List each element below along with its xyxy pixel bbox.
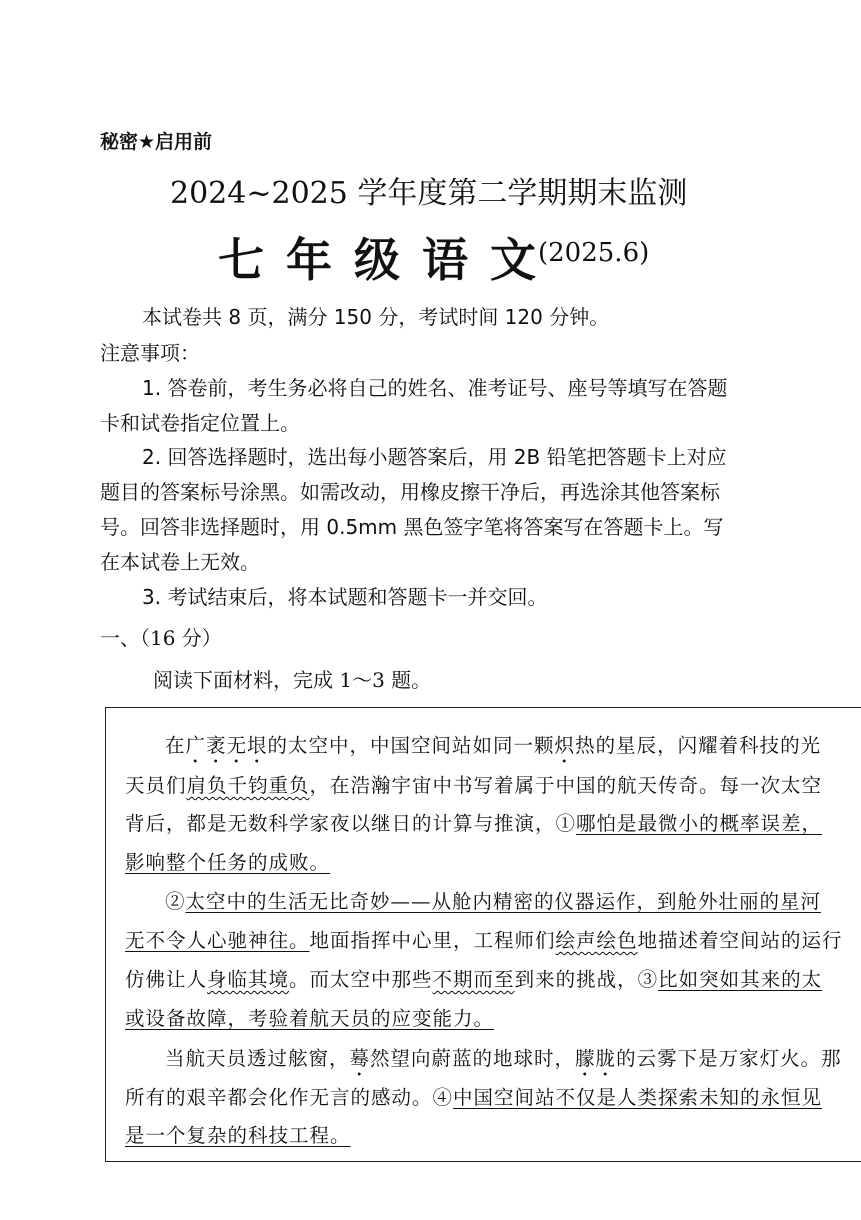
wavy-underlined-phrase: 身临其境 bbox=[207, 968, 290, 991]
notice-3: 3. 考试结束后，将本试题和答题卡一并交回。 bbox=[142, 585, 548, 609]
underlined-sentence-4: 中国空间站不仅是人类探索未知的永恒见 bbox=[453, 1086, 823, 1109]
passage-line: 当航天员透过舷窗，蓦然望向蔚蓝的地球时，朦胧的云雾下是万家灯火。那 bbox=[165, 1047, 842, 1070]
notice-heading: 注意事项： bbox=[100, 341, 200, 365]
exam-summary: 本试卷共 8 页，满分 150 分，考试时间 120 分钟。 bbox=[142, 305, 610, 329]
dotted-word: 炽 bbox=[554, 734, 576, 757]
underlined-sentence-1: 哪怕是最微小的概率误差， bbox=[576, 812, 823, 835]
passage-line bbox=[125, 1003, 494, 1031]
confidential-mark: 秘密★启用前 bbox=[100, 131, 213, 153]
notice-1-line-1: 1. 答卷前，考生务必将自己的姓名、准考证号、座号等填写在答题 bbox=[142, 376, 728, 400]
underlined-sentence-4-cont: 是一个复杂的科技工程。 bbox=[125, 1124, 351, 1147]
exam-title: 2024~2025 学年度第二学期期末监测 bbox=[170, 176, 688, 211]
passage-line: 在广袤无垠的太空中，中国空间站如同一颗炽热的星辰，闪耀着科技的光 bbox=[165, 734, 822, 757]
section-instruction: 阅读下面材料，完成 1～3 题。 bbox=[153, 668, 432, 692]
passage-line: 背后，都是无数科学家夜以继日的计算与推演，①哪怕是最微小的概率误差， bbox=[125, 812, 823, 835]
underlined-sentence-3-cont: 或设备故障，考验着航天员的应变能力。 bbox=[125, 1007, 495, 1030]
passage-line: 仿佛让人身临其境。而太空中那些不期而至到来的挑战，③比如突如其来的太 bbox=[125, 968, 823, 991]
passage-line: 无不令人心驰神往。地面指挥中心里，工程师们绘声绘色地描述着空间站的运行 bbox=[125, 929, 843, 952]
dotted-word: 朦胧 bbox=[575, 1047, 617, 1070]
wavy-underlined-phrase: 不期而至 bbox=[432, 968, 515, 991]
underlined-sentence-2: 太空中的生活无比奇妙——从舱内精密的仪器运作，到舱外壮丽的星河 bbox=[185, 890, 822, 913]
exam-date: (2025.6) bbox=[538, 238, 650, 268]
dotted-word: 广袤无垠 bbox=[185, 734, 268, 757]
underlined-sentence-2-cont: 无不令人心驰神往。 bbox=[125, 929, 310, 952]
notice-2-line-1: 2. 回答选择题时，选出每小题答案后，用 2B 铅笔把答题卡上对应 bbox=[142, 445, 727, 469]
notice-2-line-4: 在本试卷上无效。 bbox=[100, 550, 260, 574]
section-heading: 一、（16 分） bbox=[100, 626, 222, 650]
notice-2-line-3: 号。回答非选择题时，用 0.5mm 黑色签字笔将答案写在答题卡上。写 bbox=[100, 515, 724, 539]
passage-line: 所有的艰辛都会化作无言的感动。④中国空间站不仅是人类探索未知的永恒见 bbox=[125, 1086, 823, 1109]
underlined-sentence-3: 比如突如其来的太 bbox=[658, 968, 823, 991]
reading-passage-box bbox=[105, 707, 861, 1162]
underlined-sentence-1-cont: 影响整个任务的成败。 bbox=[125, 851, 331, 874]
wavy-underlined-phrase: 肩负千钧重负 bbox=[186, 774, 310, 797]
passage-line: ②太空中的生活无比奇妙——从舱内精密的仪器运作，到舱外壮丽的星河 bbox=[165, 890, 822, 913]
dotted-word: 蓦 bbox=[349, 1047, 371, 1070]
passage-line bbox=[125, 847, 330, 875]
notice-2-line-2: 题目的答案标号涂黑。如需改动，用橡皮擦干净后，再选涂其他答案标 bbox=[100, 480, 720, 504]
passage-line bbox=[125, 1120, 351, 1148]
subject-title: 七年级语文 bbox=[218, 233, 558, 287]
notice-1-line-2: 卡和试卷指定位置上。 bbox=[100, 411, 300, 435]
passage-line: 天员们肩负千钧重负，在浩瀚宇宙中书写着属于中国的航天传奇。每一次太空 bbox=[125, 774, 823, 797]
wavy-underlined-phrase: 绘声绘色 bbox=[555, 929, 638, 952]
